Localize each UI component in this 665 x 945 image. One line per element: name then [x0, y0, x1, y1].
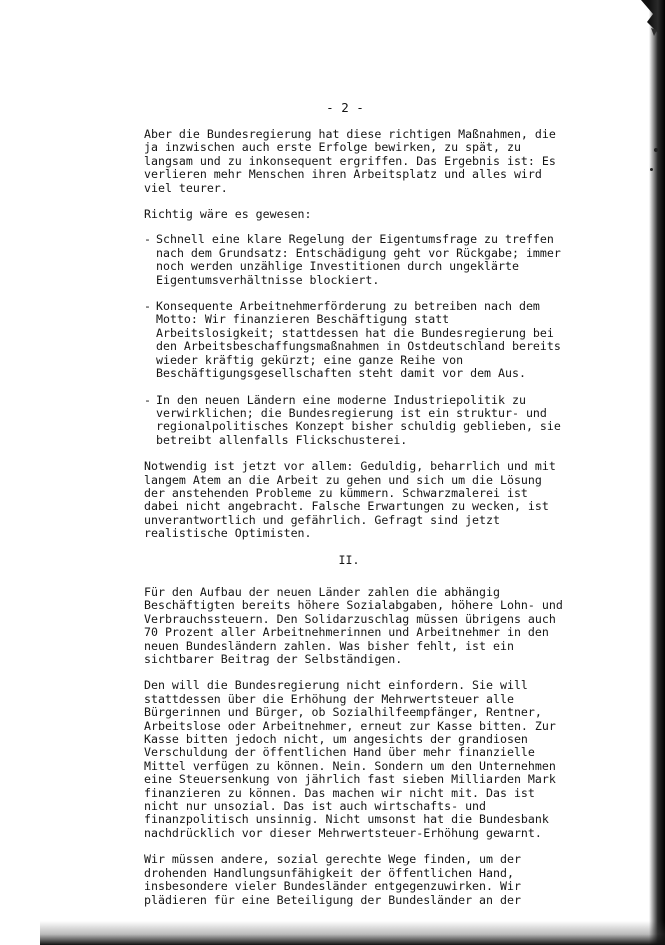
list-dash: - [144, 299, 151, 314]
section-heading: II. [338, 552, 360, 567]
list-dash: - [144, 232, 151, 247]
paragraph: Aber die Bundesregierung hat diese richtigen Maßnahmen, die ja inzwischen auch erste Erfolge bewirken, zu spät, zu langsam und zu inkonsequent ergriffen. Das Ergebnis ist: Es verlieren mehr Menschen ihren Arbeitsplatz und alles wird viel teurer. [144, 127, 556, 195]
list-item-text: Schnell eine klare Regelung der Eigentumsfrage zu treffen nach dem Grundsatz: Entschädigung geht vor Rückgabe; immer noch werden unzählige Investitionen durch ungeklärte Eigentumsverhältnisse blockiert. [156, 232, 561, 287]
bullet-list [144, 233, 564, 447]
paragraph: Den will die Bundesregierung nicht einfordern. Sie will stattdessen über die Erhöhung der Mehrwertsteuer alle Bürgerinnen und Bürger, ob Sozialhilfeempfänger, Rentner, Arbeitslose oder Arbeitnehmer, erneut zur Kasse bitten. Zur Kasse bitten jedoch nicht, um angesichts der grandiosen Verschuldung der öffentlichen Hand über mehr finanzielle Mittel verfügen zu können. Nein. Sondern um den Unternehmen eine Steuersenkung von jährlich fast sieben Milliarden Mark finanzieren zu können. Das machen wir nicht mit. Das ist nicht nur unsozial. Das ist auch wirtschafts- und finanzpolitisch unsinnig. Nicht umsonst hat die Bundesbank nachdrücklich vor dieser Mehrwertsteuer-Erhöhung gewarnt. [144, 678, 556, 840]
list-item-text: In den neuen Ländern eine moderne Industriepolitik zu verwirklichen; die Bundesregierung ist ein struktur- und regionalpolitisches Konzept bisher schuldig geblieben, sie betreibt allenfalls Flickschusterei. [156, 392, 561, 447]
document-body [144, 128, 564, 920]
list-dash: - [144, 392, 151, 407]
list-item [144, 300, 564, 380]
list-item [144, 394, 564, 448]
scan-edge-bottom [40, 921, 665, 945]
paragraph: Für den Aufbau der neuen Länder zahlen die abhängig Beschäftigten bereits höhere Sozialabgaben, höhere Lohn- und Verbrauchssteuern. Den Solidarzuschlag müssen übrigens auch 70 Prozent aller Arbeitnehmerinnen und Arbeitnehmer in den neuen Bundesländern zahlen. Was bisher fehlt, ist ein sichtbarer Beitrag der Selbständigen. [144, 584, 563, 666]
paragraph: Richtig wäre es gewesen: [144, 207, 312, 222]
list-item-text: Konsequente Arbeitnehmerförderung zu betreiben nach dem Motto: Wir finanzieren Beschäftigung statt Arbeitslosigkeit; stattdessen hat die Bundesregierung bei den Arbeitsbeschaffungsmaßnahmen in Ostdeutschland bereits wieder kräftig gekürzt; eine ganze Reihe von Beschäftigungsgesellschaften steht damit vor dem Aus. [156, 299, 561, 381]
scan-edge-right [649, 0, 665, 945]
page-number: - 2 - [326, 100, 364, 115]
paragraph: Wir müssen andere, sozial gerechte Wege finden, um der drohenden Handlungsunfähigkeit der öffentlichen Hand, insbesondere vieler Bundesländer entgegenzuwirken. Wir plädieren für eine Beteiligung der Bundesländer an der [144, 852, 521, 907]
list-item [144, 233, 564, 287]
paragraph: Notwendig ist jetzt vor allem: Geduldig, beharrlich und mit langem Atem an die Arbeit zu gehen und sich um die Lösung der anstehenden Probleme zu kümmern. Schwarzmalerei ist dabei nicht angebracht. Falsche Erwartungen zu wecken, ist unverantwortlich und gefährlich. Gefragt sind jetzt realistische Optimisten. [144, 459, 556, 541]
scan-speck [650, 168, 653, 171]
scan-speck [654, 148, 658, 152]
